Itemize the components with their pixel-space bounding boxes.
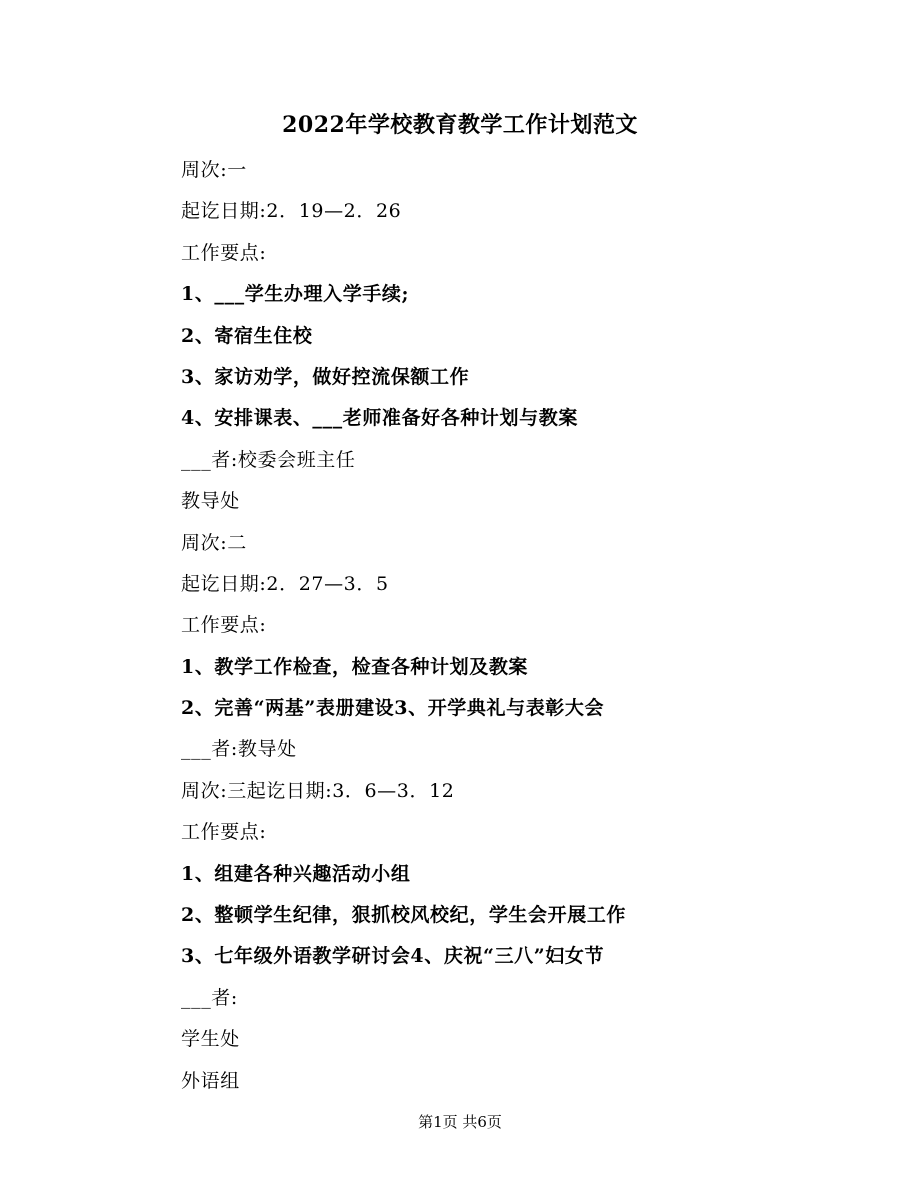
text-line: ___者:校委会班主任 <box>181 448 356 471</box>
text-line: 工作要点: <box>181 241 267 264</box>
text-line: 周次:一 <box>181 159 247 181</box>
document-title: 2022年学校教育教学工作计划范文 <box>282 112 638 138</box>
text-line: 1、组建各种兴趣活动小组 <box>181 862 411 885</box>
text-line: 3、家访劝学，做好控流保额工作 <box>181 365 470 388</box>
text-line: 工作要点: <box>181 614 267 637</box>
text-line: 起讫日期:2．19—2．26 <box>181 200 402 223</box>
text-line: ___者: <box>181 986 238 1009</box>
text-line: 外语组 <box>181 1069 240 1092</box>
text-line: 周次:三起讫日期:3．6—3．12 <box>181 779 455 802</box>
text-line: 2、完善“两基”表册建设3、开学典礼与表彰大会 <box>181 697 605 720</box>
text-line: 1、教学工作检查，检查各种计划及教案 <box>181 655 529 678</box>
text-line: 2、整顿学生纪律，狠抓校风校纪，学生会开展工作 <box>181 904 627 927</box>
text-line: 2、寄宿生住校 <box>181 324 313 347</box>
text-line: 教导处 <box>181 490 240 513</box>
text-line: 起讫日期:2．27—3．5 <box>181 572 389 595</box>
document-body <box>181 150 861 1102</box>
page-footer: 第1页 共6页 <box>418 1113 502 1131</box>
text-line: 4、安排课表、___老师准备好各种计划与教案 <box>181 407 578 430</box>
text-line: 周次:二 <box>181 531 247 554</box>
text-line: 1、___学生办理入学手续; <box>181 283 410 306</box>
text-line: ___者:教导处 <box>181 738 297 761</box>
text-line: 工作要点: <box>181 821 267 844</box>
text-line: 3、七年级外语教学研讨会4、庆祝“三八”妇女节 <box>181 945 605 968</box>
text-line: 学生处 <box>181 1028 240 1051</box>
